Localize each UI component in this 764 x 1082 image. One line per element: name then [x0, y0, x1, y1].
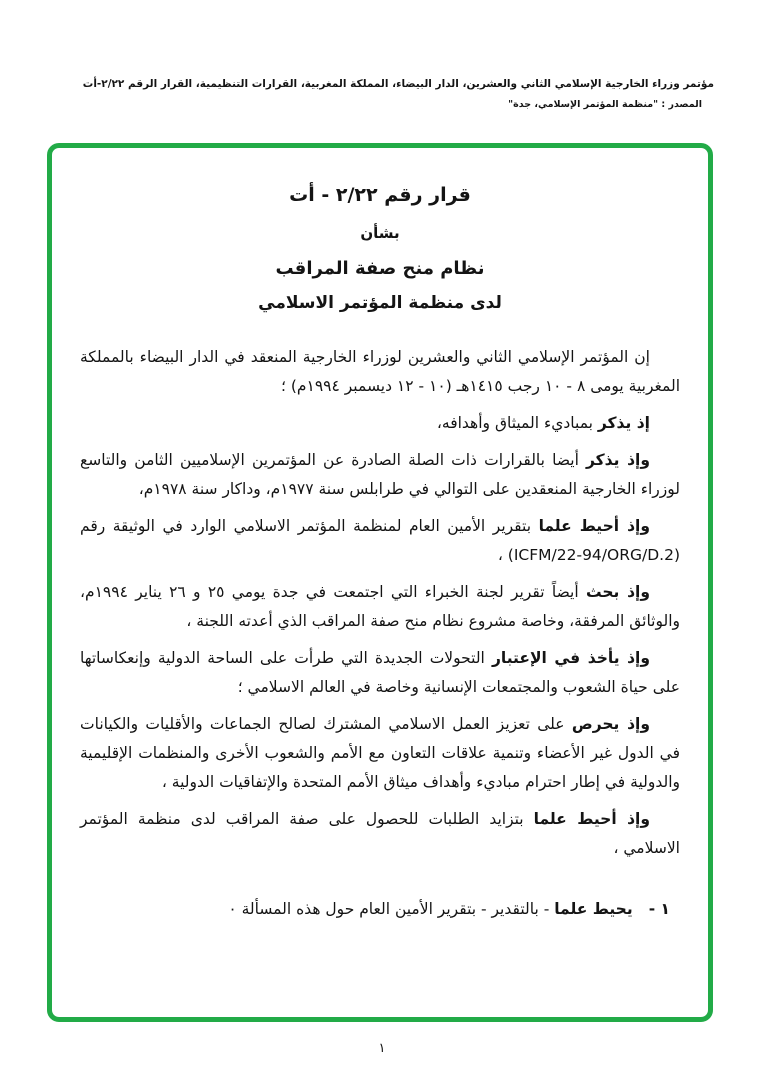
resolution-body	[80, 343, 680, 924]
paragraph-text: أيضاً تقرير لجنة الخبراء التي اجتمعت في جدة يومي ٢٥ و ٢٦ يناير ١٩٩٤م، والوثائق المرفقة، وخاصة مشروع نظام منح صفة المراقب الذي أعدته اللجنة ،	[80, 583, 680, 630]
paragraph-text: التحولات الجديدة التي طرأت على الساحة الدولية وإنعكاساتها على حياة الشعوب والمجتمعات الإنسانية وخاصة في العالم الاسلامي ؛	[80, 649, 680, 696]
preamble-paragraph	[80, 446, 680, 504]
preamble-paragraph	[80, 343, 680, 401]
clause-lead: يحيط علما	[554, 900, 633, 918]
numbered-clause	[80, 895, 680, 924]
citation-line: مؤتمر وزراء الخارجية الإسلامي الثاني والعشرين، الدار البيضاء، المملكة المغربية، القرارات التنظيمية، القرار الرقم ٢/٢٢-أت	[82, 78, 714, 90]
source-line: المصدر : "منظمة المؤتمر الإسلامي، جدة"	[508, 98, 702, 110]
paragraph-text: على تعزيز العمل الاسلامي المشترك لصالح الجماعات والأقليات والكيانات في الدول غير الأعضاء وتنمية علاقات التعاون مع الأمم والشعوب الأخرى والمنظمات الإقليمية والدولية في إطار احترام مباديء وأهداف ميثاق الأمم المتحدة والإتفاقيات الدولية ،	[80, 715, 680, 791]
paragraph-text: إن المؤتمر الإسلامي الثاني والعشرين لوزراء الخارجية المنعقد في الدار البيضاء بالمملكة المغربية يومى ٨ - ١٠ رجب ١٤١٥هـ (١٠ - ١٢ ديسمبر ١٩٩٤م) ؛	[80, 348, 680, 395]
paragraph-lead: وإذ يحرص	[571, 715, 650, 733]
resolution-number-title: قرار رقم ٢/٢٢ - أت	[289, 184, 471, 206]
preamble-paragraph	[80, 409, 680, 438]
preamble-paragraph	[80, 578, 680, 636]
page-number: ١	[378, 1041, 386, 1056]
resolution-subject-word: بشأن	[360, 224, 400, 242]
preamble-paragraph	[80, 805, 680, 863]
paragraph-lead: وإذ بحث	[585, 583, 651, 601]
paragraph-lead: وإذ يأخذ في الإعتبار	[491, 649, 651, 667]
paragraph-lead: وإذ أحيط علما	[538, 517, 651, 535]
clause-number: ١ -	[648, 900, 670, 918]
source-citation-header	[66, 76, 714, 110]
preamble-paragraph	[80, 512, 680, 570]
paragraph-lead: إذ يذكر	[597, 414, 650, 432]
paragraph-text: بمباديء الميثاق وأهدافه،	[436, 414, 598, 432]
resolution-subject-line1: نظام منح صفة المراقب	[275, 258, 485, 279]
resolution-subject-line2: لدى منظمة المؤتمر الاسلامي	[258, 293, 502, 313]
paragraph-text: أيضا بالقرارات ذات الصلة الصادرة عن المؤتمرين الإسلاميين الثامن والتاسع لوزراء الخارجية المنعقدين على التوالي في طرابلس سنة ١٩٧٧م، وداكار سنة ١٩٧٨م،	[80, 451, 680, 498]
paragraph-text: بتقرير الأمين العام لمنظمة المؤتمر الاسلامي الوارد في الوثيقة رقم (ICFM/22-94/ORG/D.2) ،	[80, 517, 680, 564]
clause-text: - بالتقدير - بتقرير الأمين العام حول هذه المسألة ٠	[228, 900, 555, 918]
document-frame	[47, 143, 713, 1022]
paragraph-text: بتزايد الطلبات للحصول على صفة المراقب لدى منظمة المؤتمر الاسلامي ،	[80, 810, 680, 857]
paragraph-lead: وإذ يذكر	[586, 451, 650, 469]
resolution-title-block	[80, 184, 680, 313]
preamble-paragraph	[80, 644, 680, 702]
preamble-paragraph	[80, 710, 680, 797]
paragraph-lead: وإذ أحيط علما	[533, 810, 651, 828]
